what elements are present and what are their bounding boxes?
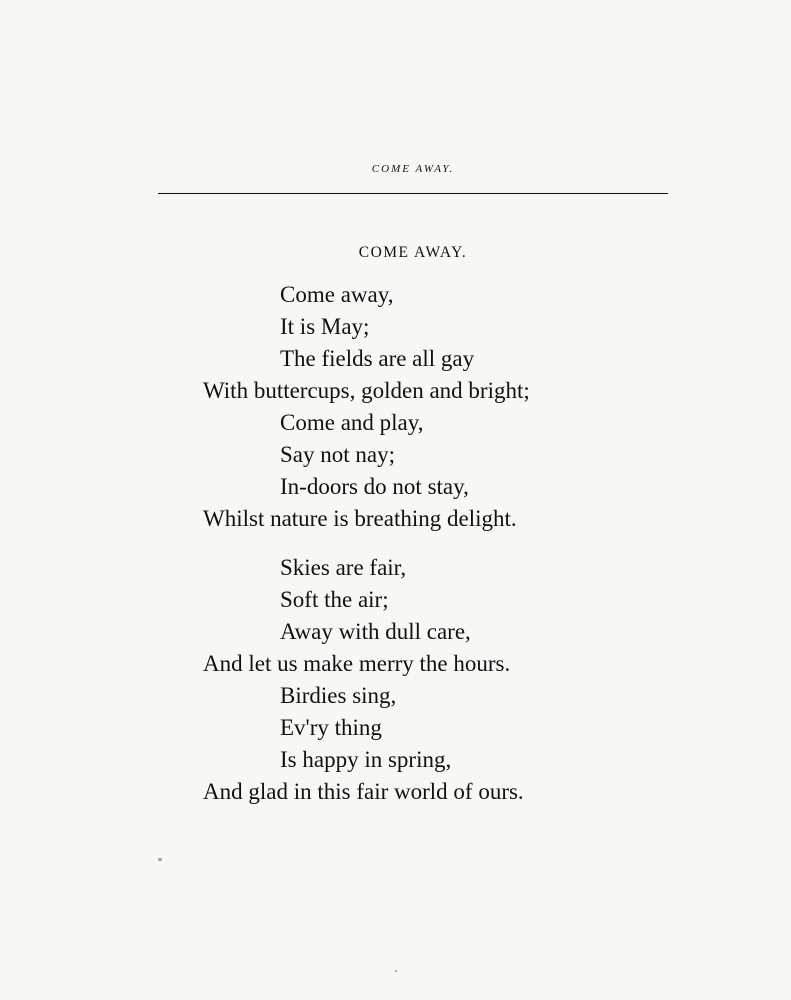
poem-line: In-doors do not stay, xyxy=(280,474,469,499)
poem-line: Is happy in spring, xyxy=(280,747,452,772)
poem-line: Ev'ry thing xyxy=(280,715,382,740)
poem-line: Whilst nature is breathing delight. xyxy=(203,506,517,531)
poem-line: Birdies sing, xyxy=(280,683,397,708)
poem-line: The fields are all gay xyxy=(280,346,475,371)
poem-line: Soft the air; xyxy=(280,587,389,612)
poem-line: Come and play, xyxy=(280,410,424,435)
poem-line: And let us make merry the hours. xyxy=(203,651,511,676)
poem-line: Come away, xyxy=(280,282,394,307)
poem-line: It is May; xyxy=(280,314,370,339)
poem-line: Away with dull care, xyxy=(280,619,471,644)
paper-speck xyxy=(395,970,397,972)
poem-line: And glad in this fair world of ours. xyxy=(203,779,524,804)
header-rule xyxy=(158,193,668,194)
paper-speck xyxy=(158,858,162,861)
poem-line: Say not nay; xyxy=(280,442,395,467)
poem-line: Skies are fair, xyxy=(280,555,407,580)
poem-title: COME AWAY. xyxy=(358,244,468,261)
running-head: COME AWAY. xyxy=(371,163,455,175)
poem-line: With buttercups, golden and bright; xyxy=(203,378,530,403)
